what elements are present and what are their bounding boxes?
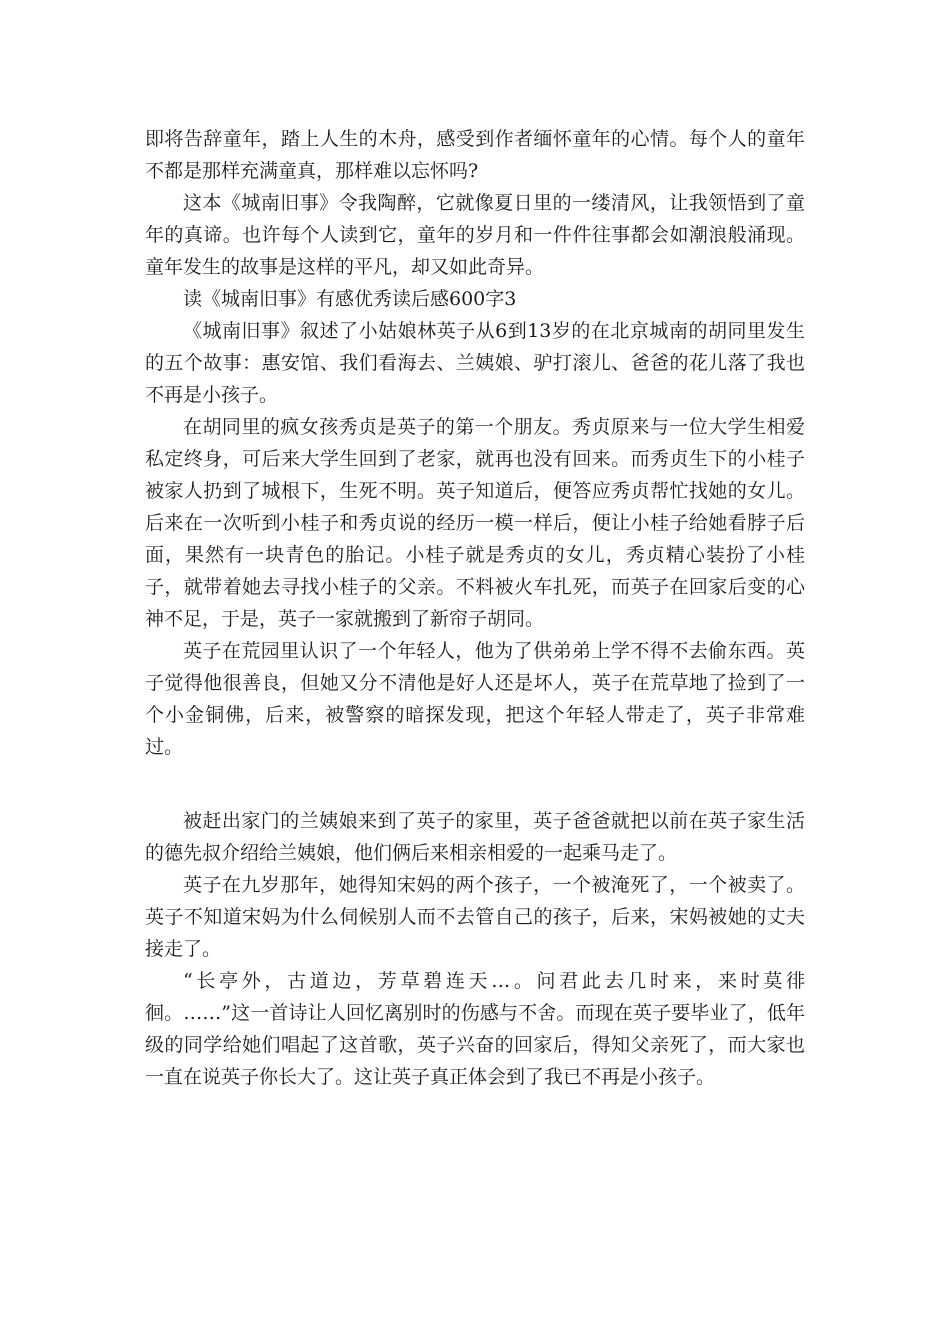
paragraph-continued: 即将告辞童年，踏上人生的木舟，感受到作者缅怀童年的心情。每个人的童年不都是那样充满童真，那样难以忘怀吗? <box>145 128 805 182</box>
document-body <box>145 123 805 1093</box>
paragraph: 《城南旧事》叙述了小姑娘林英子从6到13岁的在北京城南的胡同里发生的五个故事：惠安馆、我们看海去、兰姨娘、驴打滚儿、爸爸的花儿落了我也不再是小孩子。 <box>145 320 805 406</box>
paragraph: “长亭外，古道边，芳草碧连天…。问君此去几时来，来时莫徘徊。……”这一首诗让人回忆离别时的伤感与不舍。而现在英子要毕业了，低年级的同学给她们唱起了这首歌，英子兴奋的回家后，得知父亲死了，而大家也一直在说英子你长大了。这让英子真正体会到了我已不再是小孩子。 <box>145 970 805 1088</box>
section-heading: 读《城南旧事》有感优秀读后感600字3 <box>183 288 517 310</box>
paragraph: 英子在荒园里认识了一个年轻人，他为了供弟弟上学不得不去偷东西。英子觉得他很善良，但她又分不清他是好人还是坏人，英子在荒草地了捡到了一个小金铜佛，后来，被警察的暗探发现，把这个年轻人带走了，英子非常难过。 <box>145 640 805 758</box>
paragraph: 英子在九岁那年，她得知宋妈的两个孩子，一个被淹死了，一个被卖了。英子不知道宋妈为什么伺候别人而不去管自己的孩子，后来，宋妈被她的丈夫接走了。 <box>145 874 805 960</box>
paragraph: 被赶出家门的兰姨娘来到了英子的家里，英子爸爸就把以前在英子家生活的德先叔介绍给兰姨娘，他们俩后来相亲相爱的一起乘马走了。 <box>145 810 805 864</box>
paragraph: 这本《城南旧事》令我陶醉，它就像夏日里的一缕清风，让我领悟到了童年的真谛。也许每个人读到它，童年的岁月和一件件往事都会如潮浪般涌现。童年发生的故事是这样的平凡，却又如此奇异。 <box>145 192 805 278</box>
paragraph: 在胡同里的疯女孩秀贞是英子的第一个朋友。秀贞原来与一位大学生相爱私定终身，可后来大学生回到了老家，就再也没有回来。而秀贞生下的小桂子被家人扔到了城根下，生死不明。英子知道后，便答应秀贞帮忙找她的女儿。后来在一次听到小桂子和秀贞说的经历一模一样后，便让小桂子给她看脖子后面，果然有一块青色的胎记。小桂子就是秀贞的女儿，秀贞精心装扮了小桂子，就带着她去寻找小桂子的父亲。不料被火车扎死，而英子在回家后变的心神不足，于是，英子一家就搬到了新帘子胡同。 <box>145 416 805 630</box>
